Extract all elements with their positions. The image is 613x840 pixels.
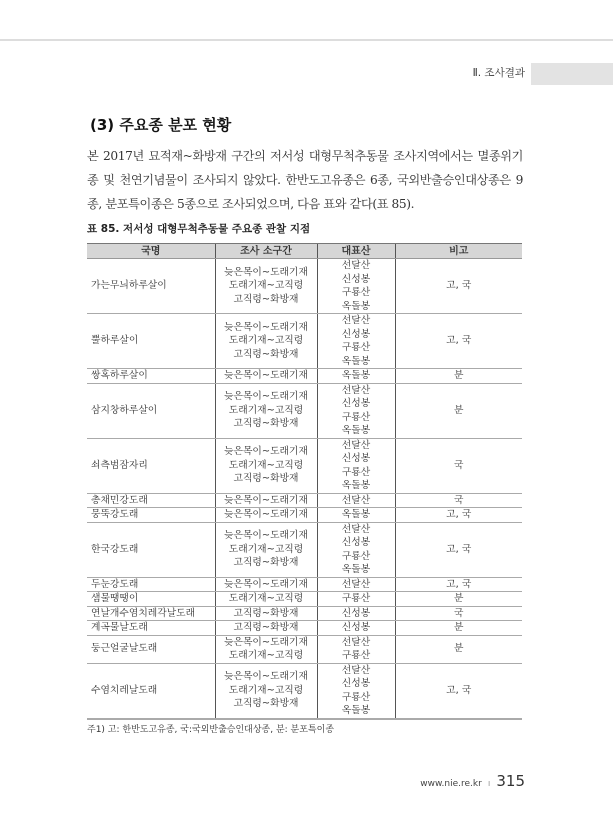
remark-line: 국 (454, 494, 464, 506)
survey-sections (215, 606, 317, 621)
survey-sections-line: 도래기재~고직령 (228, 650, 304, 661)
table-row (87, 508, 522, 523)
page-footer (420, 752, 525, 790)
species-name (87, 438, 215, 493)
representative-mountains-line: 구룡산 (341, 411, 371, 423)
table-row (87, 663, 522, 719)
remark-line: 고, 국 (446, 578, 472, 590)
survey-sections (215, 522, 317, 577)
representative-mountains-line: 신성봉 (341, 453, 371, 464)
table-row (87, 259, 522, 314)
survey-sections-line: 늦은목이~도래기재 (224, 391, 308, 403)
representative-mountains-line: 신성봉 (341, 622, 371, 633)
table-caption: 표 85. 저서성 대형무척추동물 주요종 관찰 지점 (87, 223, 311, 235)
survey-sections-line: 도래기재~고직령 (228, 404, 304, 416)
survey-sections (215, 635, 317, 663)
representative-mountains-line: 선달산 (341, 578, 371, 590)
survey-sections-line: 늦은목이~도래기재 (224, 509, 308, 520)
remark-line: 분 (454, 593, 464, 604)
survey-sections-line: 고직령~화방재 (233, 473, 299, 485)
representative-mountains-line: 구룡산 (341, 593, 371, 604)
remark (395, 592, 522, 607)
remark-line: 고, 국 (446, 684, 472, 696)
remark-line: 고, 국 (446, 543, 472, 555)
survey-sections-line: 도래기재~고직령 (228, 593, 304, 604)
species-name-line: 한국강도래 (91, 543, 139, 555)
remark (395, 493, 522, 508)
representative-mountains-line: 선달산 (341, 494, 371, 506)
species-name-line: 쇠측범잠자리 (91, 459, 148, 471)
representative-mountains (317, 314, 395, 369)
species-name (87, 522, 215, 577)
species-name (87, 635, 215, 663)
representative-mountains (317, 635, 395, 663)
remark-line: 분 (454, 622, 464, 633)
survey-sections-line: 도래기재~고직령 (228, 335, 304, 347)
table-row (87, 522, 522, 577)
species-name (87, 577, 215, 592)
survey-sections-line: 고직령~화방재 (233, 418, 299, 430)
representative-mountains-line: 신성봉 (341, 273, 371, 285)
survey-sections-line: 늦은목이~도래기재 (224, 321, 308, 333)
remark (395, 369, 522, 384)
survey-sections-line: 고직령~화방재 (233, 607, 299, 619)
top-rule (0, 39, 613, 41)
table-row (87, 606, 522, 621)
remark-line: 고, 국 (446, 335, 472, 347)
column-header: 조사 소구간 (215, 244, 317, 259)
column-header: 국명 (87, 244, 215, 259)
survey-sections-line: 늦은목이~도래기재 (224, 370, 308, 381)
table-footnote: 주1) 고: 한반도고유종, 국:국외반출승인대상종, 분: 분포특이종 (87, 724, 335, 735)
survey-sections-line: 고직령~화방재 (233, 557, 299, 569)
survey-sections (215, 592, 317, 607)
survey-sections-line: 도래기재~고직령 (228, 459, 304, 471)
remark-line: 분 (454, 404, 464, 416)
remark (395, 314, 522, 369)
body-paragraph: 본 2017년 묘적재~화방재 구간의 저서성 대형무척추동물 조사지역에서는 멸종위기종 및 천연기념물이 조사되지 않았다. 한반도고유종은 6종, 국외반출승인대상종은 9종, 분포특이종은 5종으로 조사되었으며, 다음 표와 같다(표 85). (87, 149, 523, 211)
representative-mountains (317, 592, 395, 607)
species-name-line: 삼지창하루살이 (91, 404, 158, 416)
survey-sections (215, 493, 317, 508)
representative-mountains-line: 옥돌봉 (341, 480, 371, 491)
table-row (87, 493, 522, 508)
survey-sections-line: 고직령~화방재 (233, 698, 299, 710)
remark (395, 606, 522, 621)
remark (395, 438, 522, 493)
species-name-line: 수염치레날도래 (91, 684, 158, 696)
section-heading: (3) 주요종 분포 현황 (90, 116, 232, 134)
survey-sections-line: 도래기재~고직령 (228, 684, 304, 696)
table-row (87, 314, 522, 369)
representative-mountains-line: 구룡산 (341, 550, 371, 562)
representative-mountains-line: 구룡산 (341, 691, 371, 703)
table-row (87, 621, 522, 636)
representative-mountains-line: 선달산 (341, 315, 371, 326)
representative-mountains (317, 606, 395, 621)
representative-mountains-line: 구룡산 (341, 650, 371, 661)
representative-mountains-line: 신성봉 (341, 607, 371, 619)
site-url: www.nie.re.kr (420, 779, 482, 789)
survey-sections (215, 577, 317, 592)
representative-mountains-line: 옥돌봉 (341, 509, 371, 520)
representative-mountains-line: 신성봉 (341, 398, 371, 409)
representative-mountains-line: 선달산 (341, 439, 371, 451)
species-name-line: 계곡물날도래 (91, 622, 148, 633)
survey-sections (215, 259, 317, 314)
table-row (87, 577, 522, 592)
representative-mountains-line: 구룡산 (341, 342, 371, 353)
survey-sections (215, 314, 317, 369)
species-name (87, 314, 215, 369)
remark-line: 국 (454, 607, 464, 619)
remark-line: 국 (454, 459, 464, 471)
table-row (87, 635, 522, 663)
representative-mountains (317, 663, 395, 719)
table-row (87, 592, 522, 607)
species-name-line: 쌍혹하루살이 (91, 370, 148, 381)
species-name (87, 369, 215, 384)
representative-mountains-line: 옥돌봉 (341, 564, 371, 575)
representative-mountains (317, 438, 395, 493)
representative-mountains-line: 옥돌봉 (341, 370, 371, 381)
representative-mountains-line: 선달산 (341, 664, 371, 676)
species-name (87, 606, 215, 621)
representative-mountains-line: 구룡산 (341, 287, 371, 298)
species-name (87, 508, 215, 523)
representative-mountains (317, 508, 395, 523)
chapter-tab (531, 63, 613, 85)
remark-line: 고, 국 (446, 509, 472, 520)
column-header: 비고 (395, 244, 522, 259)
representative-mountains-line: 신성봉 (341, 678, 371, 689)
species-name-line: 뭉뚝강도래 (91, 509, 139, 520)
survey-sections-line: 늦은목이~도래기재 (224, 266, 308, 278)
remark (395, 663, 522, 719)
footer-separator: ı (487, 779, 491, 789)
survey-sections-line: 도래기재~고직령 (228, 280, 304, 292)
representative-mountains (317, 383, 395, 438)
representative-mountains-line: 선달산 (341, 260, 371, 271)
species-name-line: 둥근얼굴날도래 (91, 643, 158, 655)
representative-mountains (317, 577, 395, 592)
survey-sections (215, 663, 317, 719)
representative-mountains (317, 522, 395, 577)
page-number: 315 (496, 772, 525, 790)
representative-mountains-line: 신성봉 (341, 537, 371, 548)
table-row (87, 438, 522, 493)
survey-sections-line: 도래기재~고직령 (228, 543, 304, 555)
column-header: 대표산 (317, 244, 395, 259)
survey-sections-line: 늦은목이~도래기재 (224, 636, 308, 648)
remark (395, 383, 522, 438)
species-name-line: 총채민강도래 (91, 494, 148, 506)
representative-mountains (317, 621, 395, 636)
species-name (87, 383, 215, 438)
representative-mountains-line: 옥돌봉 (341, 705, 371, 716)
representative-mountains (317, 493, 395, 508)
survey-sections-line: 늦은목이~도래기재 (224, 446, 308, 458)
table-row (87, 383, 522, 438)
table-row (87, 369, 522, 384)
species-name (87, 663, 215, 719)
survey-sections-line: 고직령~화방재 (233, 293, 299, 305)
representative-mountains-line: 옥돌봉 (341, 425, 371, 436)
running-header: Ⅱ. 조사결과 (472, 67, 525, 79)
species-name-line: 가는무늬하루살이 (91, 280, 167, 292)
representative-mountains-line: 선달산 (341, 384, 371, 396)
representative-mountains-line: 선달산 (341, 523, 371, 535)
survey-sections (215, 369, 317, 384)
species-name-line: 뿔하루살이 (91, 335, 139, 347)
survey-sections (215, 621, 317, 636)
species-name-line: 연날개수염치레각날도래 (91, 607, 196, 619)
survey-sections-line: 늦은목이~도래기재 (224, 530, 308, 542)
species-name (87, 621, 215, 636)
remark (395, 621, 522, 636)
survey-sections-line: 고직령~화방재 (233, 622, 299, 633)
remark (395, 508, 522, 523)
representative-mountains (317, 259, 395, 314)
remark (395, 635, 522, 663)
survey-sections-line: 늦은목이~도래기재 (224, 578, 308, 590)
remark-line: 분 (454, 370, 464, 381)
survey-sections-line: 고직령~화방재 (233, 348, 299, 360)
species-name (87, 592, 215, 607)
representative-mountains (317, 369, 395, 384)
remark-line: 고, 국 (446, 280, 472, 292)
representative-mountains-line: 옥돌봉 (341, 355, 371, 367)
representative-mountains-line: 선달산 (341, 636, 371, 648)
survey-sections-line: 늦은목이~도래기재 (224, 494, 308, 506)
remark (395, 577, 522, 592)
survey-sections (215, 438, 317, 493)
remark-line: 분 (454, 643, 464, 655)
species-name (87, 493, 215, 508)
survey-sections (215, 383, 317, 438)
representative-mountains-line: 신성봉 (341, 328, 371, 340)
survey-sections-line: 늦은목이~도래기재 (224, 671, 308, 683)
species-name-line: 샘물땡땡이 (91, 593, 139, 604)
species-name (87, 259, 215, 314)
survey-sections (215, 508, 317, 523)
remark (395, 259, 522, 314)
representative-mountains-line: 구룡산 (341, 466, 371, 478)
species-table (87, 243, 522, 720)
species-name-line: 두눈강도래 (91, 578, 139, 590)
remark (395, 522, 522, 577)
representative-mountains-line: 옥돌봉 (341, 300, 371, 312)
